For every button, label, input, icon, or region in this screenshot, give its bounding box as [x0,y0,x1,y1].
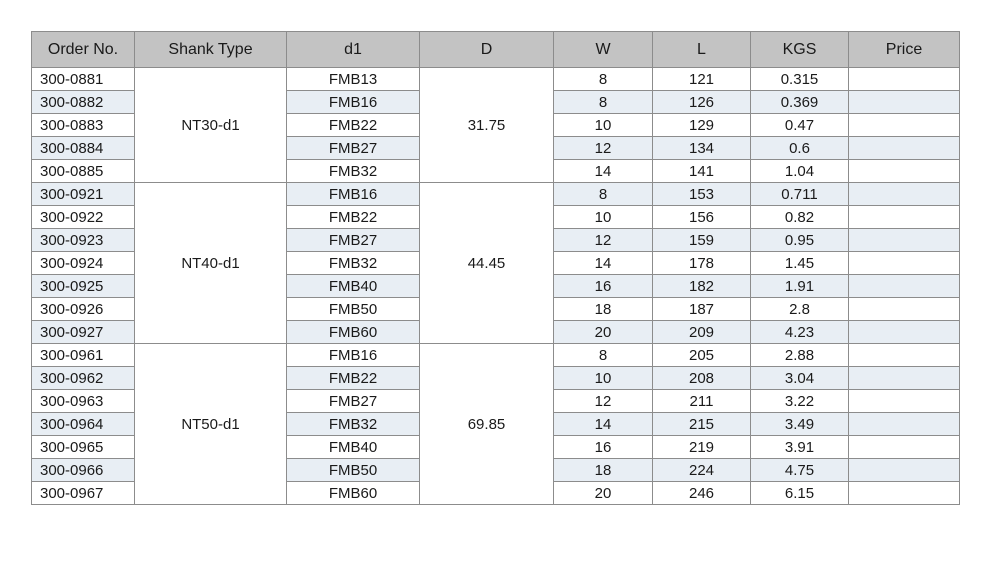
header-kgs: KGS [751,32,849,68]
l-cell: 178 [653,252,751,275]
order-no-cell: 300-0961 [32,344,135,367]
kgs-cell: 0.315 [751,68,849,91]
kgs-cell: 3.49 [751,413,849,436]
w-cell: 14 [554,413,653,436]
l-cell: 182 [653,275,751,298]
kgs-cell: 0.82 [751,206,849,229]
l-cell: 246 [653,482,751,505]
order-no-cell: 300-0882 [32,91,135,114]
kgs-cell: 3.04 [751,367,849,390]
l-cell: 187 [653,298,751,321]
d1-cell: FMB50 [287,298,420,321]
kgs-cell: 4.23 [751,321,849,344]
price-cell [849,436,960,459]
l-cell: 224 [653,459,751,482]
price-cell [849,321,960,344]
l-cell: 219 [653,436,751,459]
header-w: W [554,32,653,68]
d1-cell: FMB16 [287,344,420,367]
l-cell: 209 [653,321,751,344]
shank-type-cell: NT30-d1 [135,68,287,183]
w-cell: 10 [554,206,653,229]
kgs-cell: 0.95 [751,229,849,252]
d1-cell: FMB22 [287,206,420,229]
w-cell: 16 [554,436,653,459]
order-no-cell: 300-0923 [32,229,135,252]
l-cell: 141 [653,160,751,183]
header-order-no: Order No. [32,32,135,68]
w-cell: 10 [554,367,653,390]
price-cell [849,229,960,252]
w-cell: 14 [554,252,653,275]
d1-cell: FMB60 [287,482,420,505]
shank-type-cell: NT50-d1 [135,344,287,505]
shank-type-cell: NT40-d1 [135,183,287,344]
d1-cell: FMB40 [287,436,420,459]
l-cell: 159 [653,229,751,252]
price-cell [849,68,960,91]
price-cell [849,390,960,413]
d1-cell: FMB40 [287,275,420,298]
kgs-cell: 1.91 [751,275,849,298]
w-cell: 12 [554,229,653,252]
w-cell: 18 [554,459,653,482]
price-cell [849,183,960,206]
w-cell: 16 [554,275,653,298]
d1-cell: FMB32 [287,252,420,275]
table-body [32,68,960,505]
table-row [32,344,960,367]
w-cell: 8 [554,183,653,206]
price-cell [849,160,960,183]
w-cell: 8 [554,344,653,367]
d1-cell: FMB50 [287,459,420,482]
order-no-cell: 300-0926 [32,298,135,321]
d-cell: 31.75 [420,68,554,183]
w-cell: 20 [554,321,653,344]
header-shank-type: Shank Type [135,32,287,68]
w-cell: 14 [554,160,653,183]
order-no-cell: 300-0922 [32,206,135,229]
header-l: L [653,32,751,68]
w-cell: 18 [554,298,653,321]
kgs-cell: 2.8 [751,298,849,321]
w-cell: 8 [554,68,653,91]
d1-cell: FMB27 [287,390,420,413]
kgs-cell: 0.47 [751,114,849,137]
d1-cell: FMB13 [287,68,420,91]
d-cell: 44.45 [420,183,554,344]
l-cell: 205 [653,344,751,367]
d1-cell: FMB16 [287,91,420,114]
kgs-cell: 3.22 [751,390,849,413]
price-cell [849,367,960,390]
product-spec-table [31,31,960,505]
order-no-cell: 300-0921 [32,183,135,206]
kgs-cell: 1.04 [751,160,849,183]
l-cell: 129 [653,114,751,137]
l-cell: 121 [653,68,751,91]
kgs-cell: 3.91 [751,436,849,459]
d1-cell: FMB27 [287,137,420,160]
table-row [32,183,960,206]
order-no-cell: 300-0925 [32,275,135,298]
price-cell [849,114,960,137]
l-cell: 208 [653,367,751,390]
order-no-cell: 300-0884 [32,137,135,160]
kgs-cell: 4.75 [751,459,849,482]
order-no-cell: 300-0927 [32,321,135,344]
kgs-cell: 0.6 [751,137,849,160]
l-cell: 126 [653,91,751,114]
price-cell [849,252,960,275]
order-no-cell: 300-0924 [32,252,135,275]
w-cell: 20 [554,482,653,505]
d1-cell: FMB27 [287,229,420,252]
kgs-cell: 6.15 [751,482,849,505]
w-cell: 12 [554,390,653,413]
d1-cell: FMB32 [287,160,420,183]
price-cell [849,413,960,436]
w-cell: 12 [554,137,653,160]
order-no-cell: 300-0962 [32,367,135,390]
d1-cell: FMB22 [287,367,420,390]
price-cell [849,206,960,229]
price-cell [849,459,960,482]
kgs-cell: 0.369 [751,91,849,114]
order-no-cell: 300-0883 [32,114,135,137]
price-cell [849,137,960,160]
d1-cell: FMB32 [287,413,420,436]
order-no-cell: 300-0966 [32,459,135,482]
order-no-cell: 300-0881 [32,68,135,91]
l-cell: 153 [653,183,751,206]
price-cell [849,275,960,298]
kgs-cell: 0.711 [751,183,849,206]
table-row [32,68,960,91]
d1-cell: FMB22 [287,114,420,137]
order-no-cell: 300-0885 [32,160,135,183]
l-cell: 215 [653,413,751,436]
d1-cell: FMB60 [287,321,420,344]
w-cell: 8 [554,91,653,114]
header-d1: d1 [287,32,420,68]
order-no-cell: 300-0963 [32,390,135,413]
kgs-cell: 2.88 [751,344,849,367]
l-cell: 156 [653,206,751,229]
header-d: D [420,32,554,68]
l-cell: 134 [653,137,751,160]
header-price: Price [849,32,960,68]
d1-cell: FMB16 [287,183,420,206]
l-cell: 211 [653,390,751,413]
price-cell [849,482,960,505]
price-cell [849,91,960,114]
price-cell [849,298,960,321]
price-cell [849,344,960,367]
order-no-cell: 300-0964 [32,413,135,436]
d-cell: 69.85 [420,344,554,505]
kgs-cell: 1.45 [751,252,849,275]
order-no-cell: 300-0965 [32,436,135,459]
header-row [32,32,960,68]
w-cell: 10 [554,114,653,137]
order-no-cell: 300-0967 [32,482,135,505]
